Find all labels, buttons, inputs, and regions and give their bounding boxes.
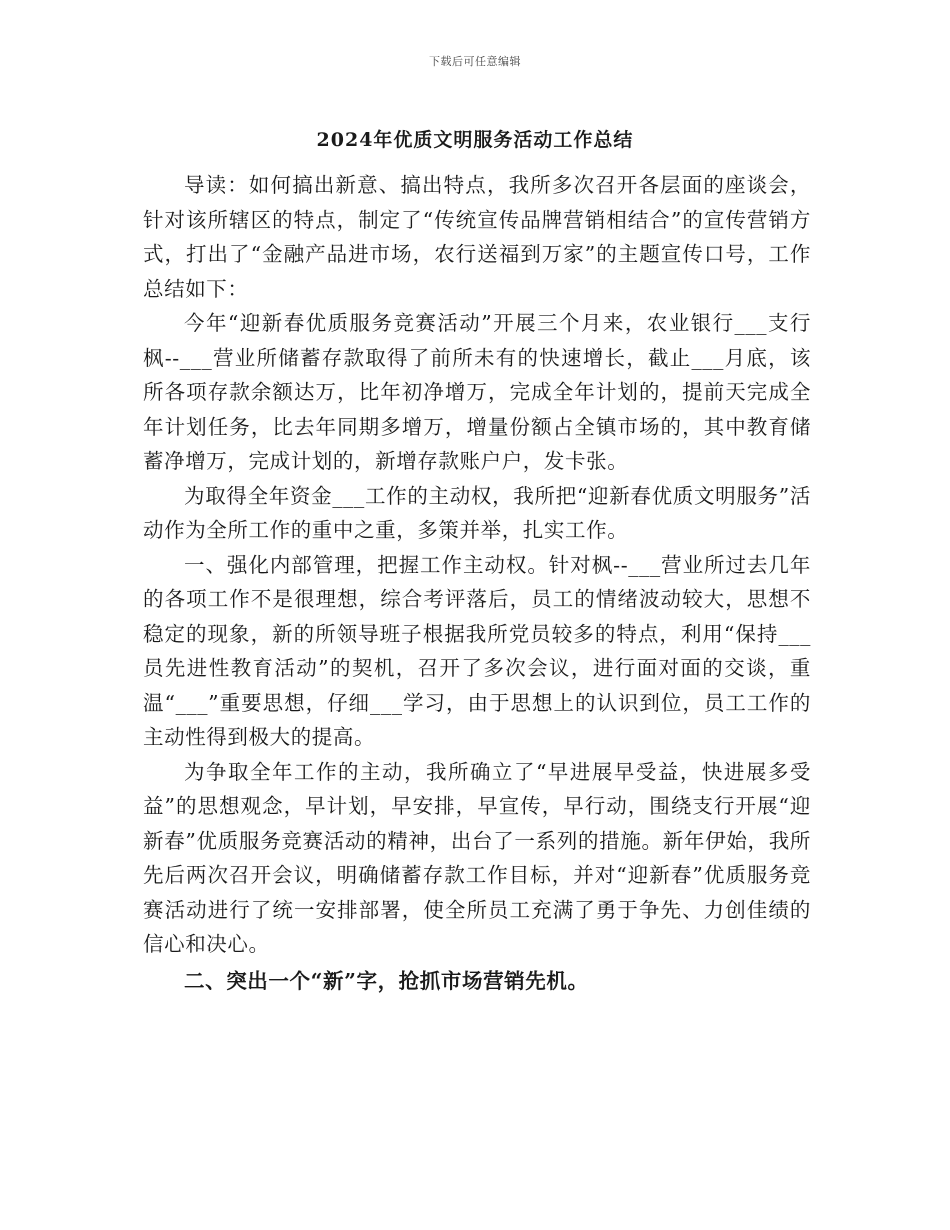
document-title: 2024年优质文明服务活动工作总结 [316, 129, 634, 151]
body-paragraph: 为争取全年工作的主动，我所确立了“早进展早受益，快进展多受益”的思想观念，早计划，早安排，早宣传，早行动，围绕支行开展“迎新春”优质服务竞赛活动的精神，出台了一系列的措施。新年伊始，我所先后两次召开会议，明确储蓄存款工作目标，并对“迎新春”优质服务竞赛活动进行了统一安排部署，使全所员工充满了勇于争先、力创佳绩的信心和决心。 [143, 759, 811, 956]
intro-paragraph: 导读：如何搞出新意、搞出特点，我所多次召开各层面的座谈会，针对该所辖区的特点，制定了“传统宣传品牌营销相结合”的宣传营销方式，打出了“金融产品进市场，农行送福到万家”的主题宣传口号，工作总结如下： [143, 173, 811, 301]
body-paragraph: 今年“迎新春优质服务竞赛活动”开展三个月来，农业银行___支行枫--___营业所储蓄存款取得了前所未有的快速增长，截止___月底，该所各项存款余额达万，比年初净增万，完成全年计划的，提前天完成全年计划任务，比去年同期多增万，增量份额占全镇市场的，其中教育储蓄净增万，完成计划的，新增存款账户户，发卡张。 [143, 311, 811, 473]
body-paragraph: 一、强化内部管理，把握工作主动权。针对枫--___营业所过去几年的各项工作不是很理想，综合考评落后，员工的情绪波动较大，思想不稳定的现象，新的所领导班子根据我所党员较多的特点，利用“保持___员先进性教育活动”的契机，召开了多次会议，进行面对面的交谈，重温“___”重要思想，仔细___学习，由于思想上的认识到位，员工工作的主动性得到极大的提高。 [143, 552, 811, 749]
section-heading: 二、突出一个“新”字，抢抓市场营销先机。 [184, 968, 589, 993]
body-paragraph: 为取得全年资金___工作的主动权，我所把“迎新春优质文明服务”活动作为全所工作的重中之重，多策并举，扎实工作。 [143, 483, 811, 542]
document-body [143, 168, 811, 998]
header-note: 下载后可任意编辑 [429, 55, 521, 68]
